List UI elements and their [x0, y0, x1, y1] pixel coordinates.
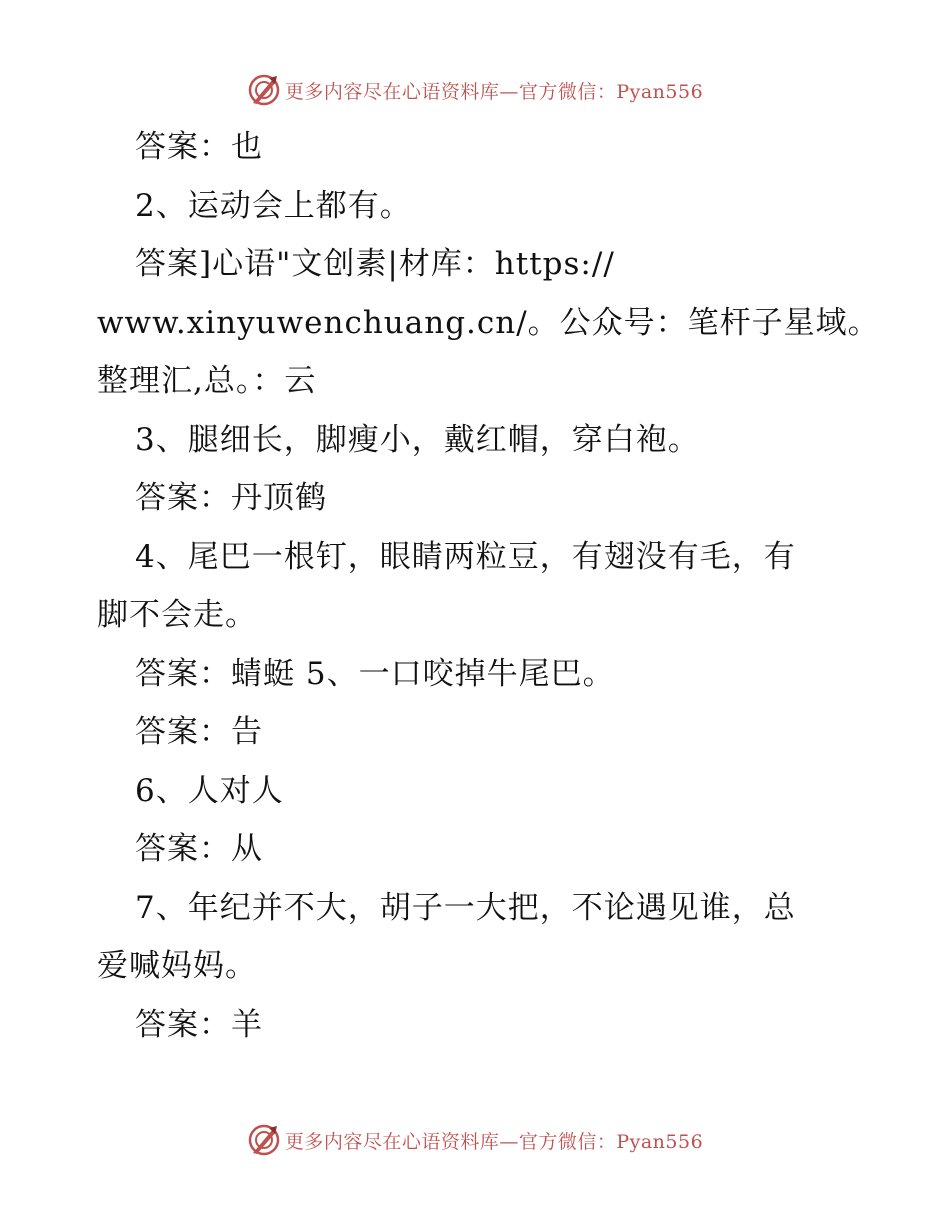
answer-line: 答案：告 [135, 714, 263, 750]
source-line: 整理汇,总。：云 [97, 363, 317, 399]
riddle-line: 爱喊妈妈。 [97, 948, 257, 984]
answer-line: 答案]心语"文创素|材库：https:// [135, 246, 615, 282]
riddle-line: 4、尾巴一根钉，眼睛两粒豆，有翅没有毛，有 [135, 538, 796, 575]
riddle-line: 6、人对人 [135, 772, 284, 809]
quill-pen-logo-icon [247, 1123, 281, 1157]
header-banner [0, 70, 950, 110]
answer-line: 答案：蜻蜓 5、一口咬掉牛尾巴。 [135, 655, 615, 692]
source-line: www.xinyuwenchuang.cn/。公众号：笔杆子星域。 [97, 304, 880, 341]
header-banner-text: 更多内容尽在心语资料库—官方微信：Pyan556 [284, 80, 704, 103]
footer-banner-text: 更多内容尽在心语资料库—官方微信：Pyan556 [284, 1130, 704, 1153]
riddle-line: 3、腿细长，脚瘦小，戴红帽，穿白袍。 [135, 421, 700, 458]
answer-line: 答案：羊 [135, 1006, 263, 1043]
riddle-line: 2、运动会上都有。 [135, 187, 412, 224]
footer-banner [0, 1120, 950, 1160]
riddle-line: 7、年纪并不大，胡子一大把，不论遇见谁，总 [135, 889, 796, 926]
riddle-line: 脚不会走。 [97, 597, 257, 633]
answer-line: 答案：丹顶鹤 [135, 480, 327, 516]
quill-pen-logo-icon [247, 73, 281, 107]
answer-line: 答案：从 [135, 831, 263, 867]
document-body [97, 118, 880, 1054]
answer-line: 答案：也 [135, 129, 263, 165]
